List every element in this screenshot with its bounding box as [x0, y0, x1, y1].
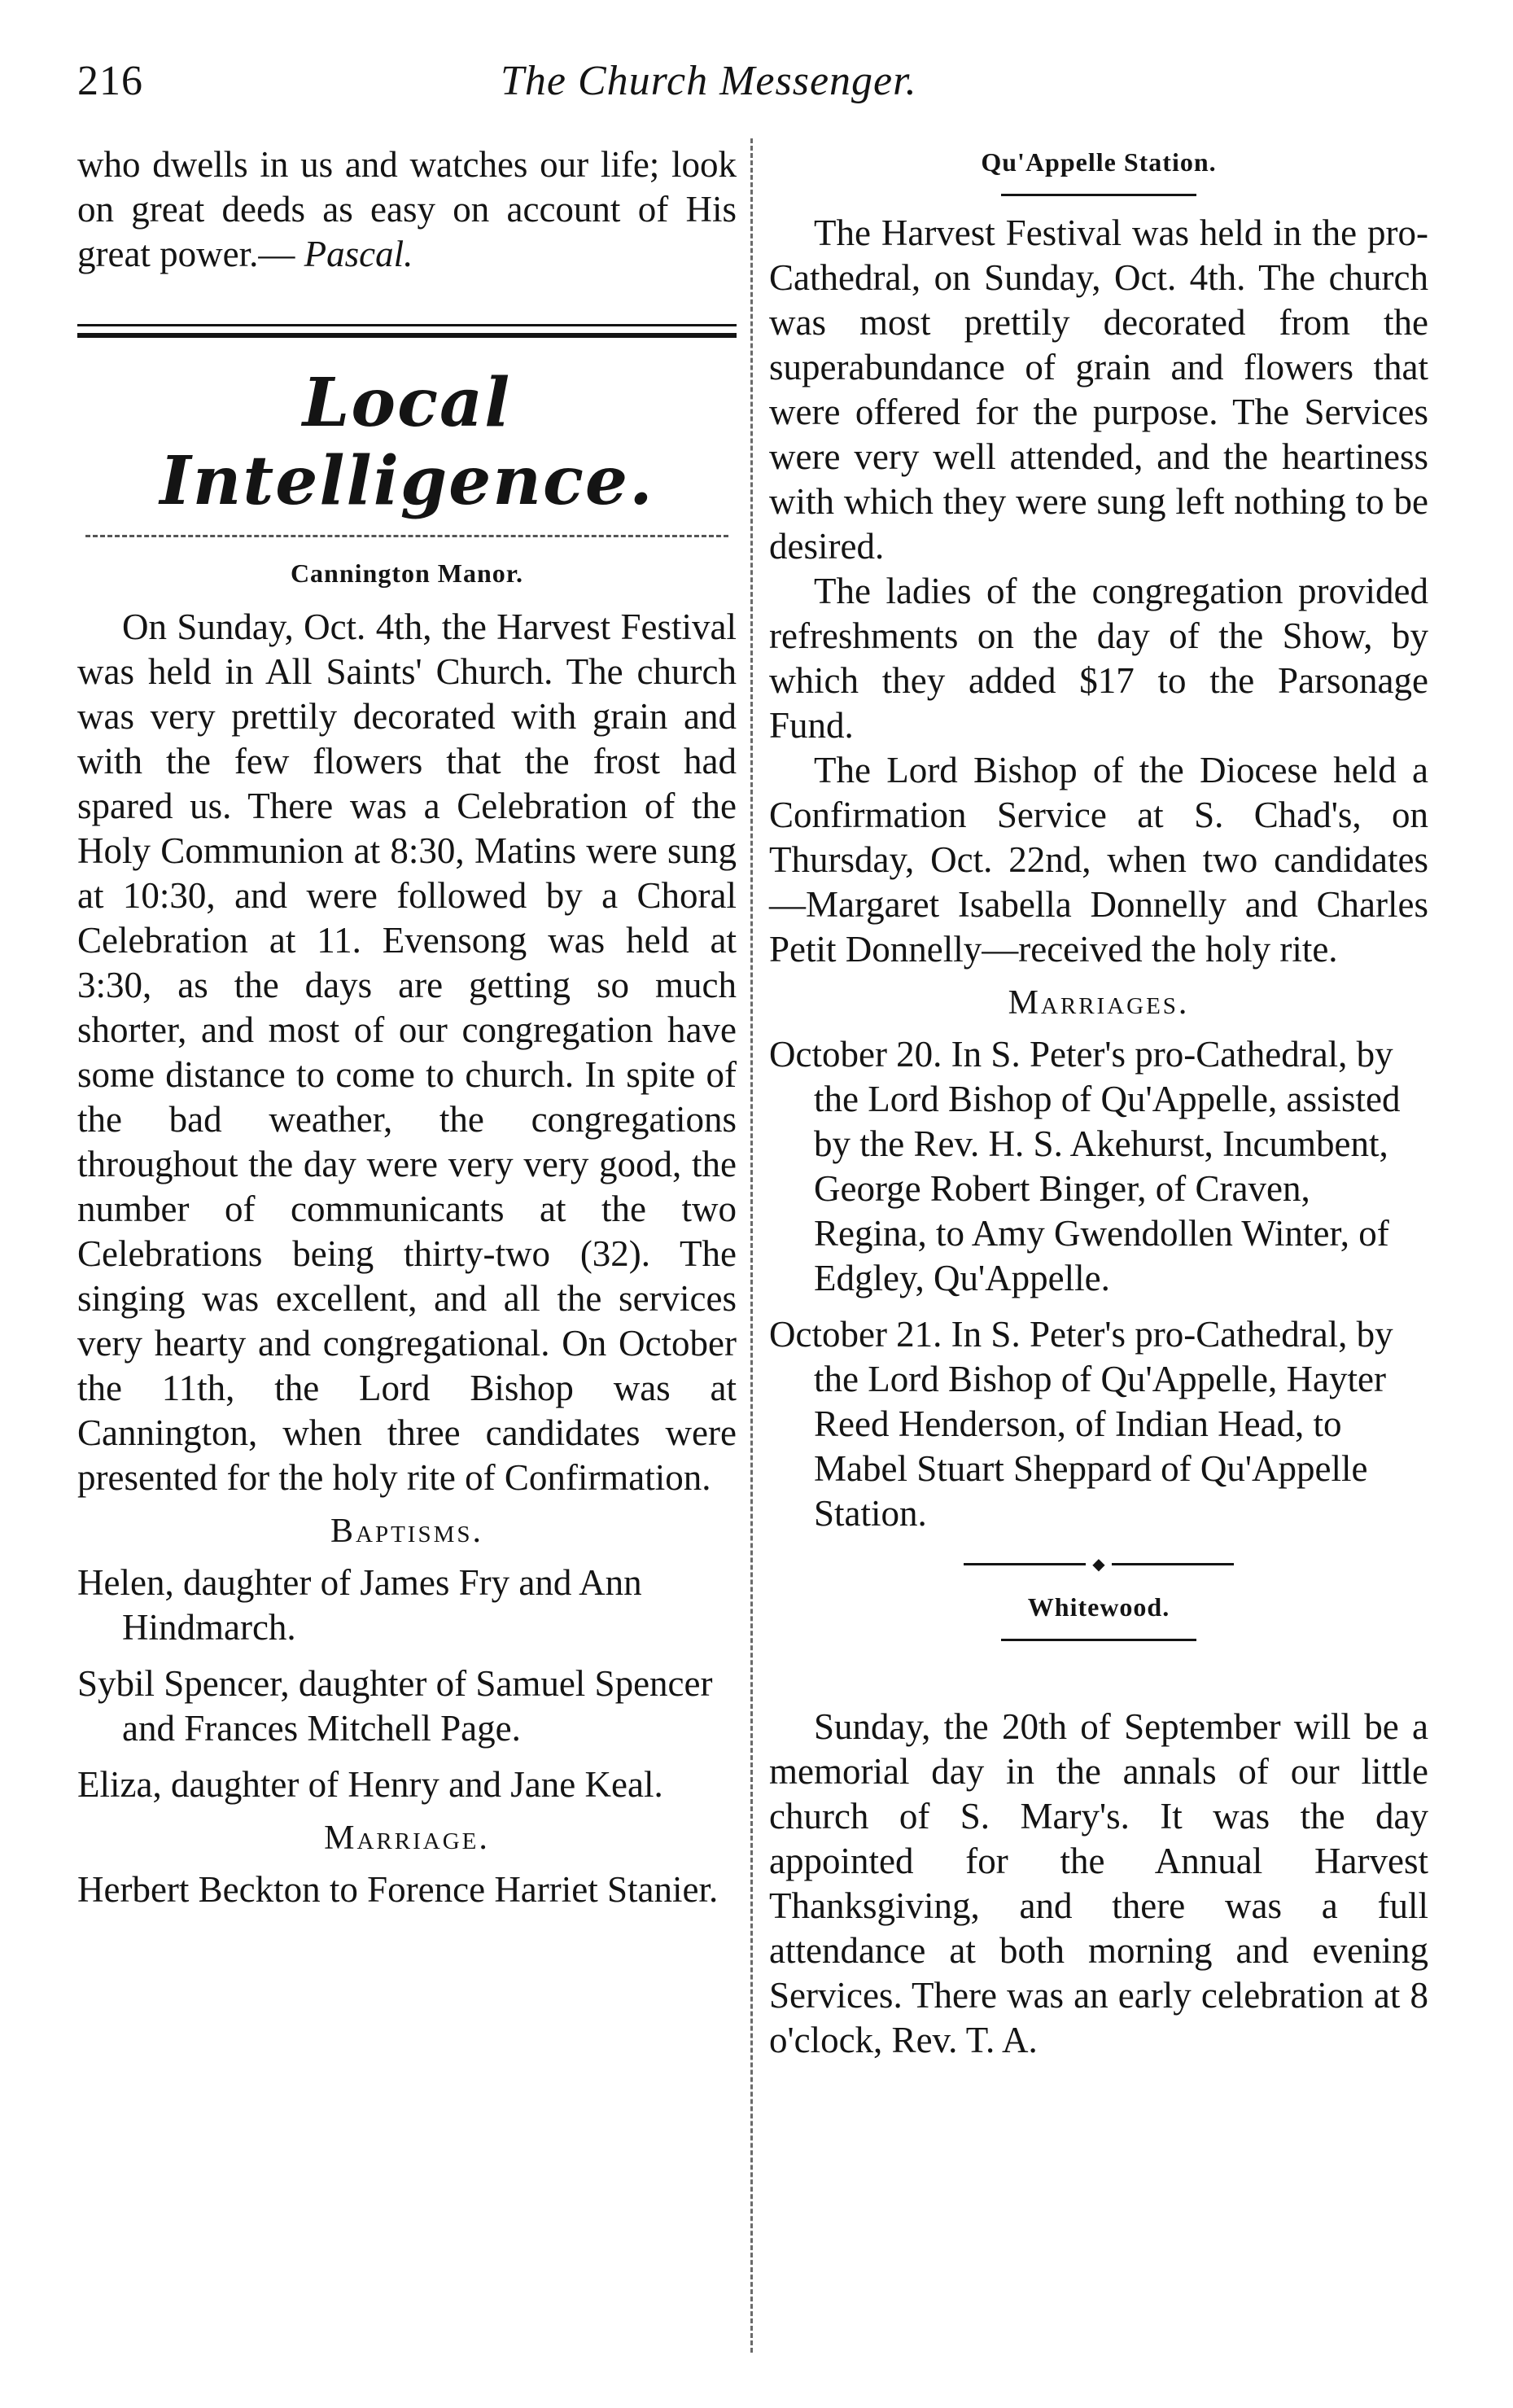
whitewood-heading: Whitewood.: [1027, 1592, 1170, 1622]
divider-line: [964, 1563, 1086, 1565]
marriage-entry: October 20. In S. Peter's pro-Cathedral, by the Lord Bishop of Qu'Appelle, assisted by the Rev. H. S. Akehurst, Incumbent, George Robert Binger, of Craven, Regina, to Amy Gwendollen Winter, of Edgley, Qu'Appelle.: [769, 1034, 1401, 1298]
marriage-entry: Herbert Beckton to Forence Harriet Stanier.: [77, 1869, 719, 1910]
ornament-divider: [769, 1554, 1428, 1574]
heading-rule: [1001, 1639, 1196, 1641]
baptism-entry: Helen, daughter of James Fry and Ann Hindmarch.: [77, 1562, 642, 1648]
running-head: [77, 57, 1445, 114]
column-divider: [750, 138, 753, 2353]
marriage-heading: Marriage.: [324, 1819, 490, 1857]
marriage-entry: October 21. In S. Peter's pro-Cathedral, by the Lord Bishop of Qu'Appelle, Hayter Reed Henderson, of Indian Head, to Mabel Stuart Sheppard of Qu'Appelle Station.: [769, 1314, 1393, 1534]
section-title-underline: [85, 535, 728, 537]
baptisms-heading: Baptisms.: [330, 1513, 483, 1550]
diamond-ornament-icon: ◆: [1092, 1556, 1105, 1574]
closing-quote: [77, 142, 737, 277]
quappelle-paragraph: The Harvest Festival was held in the pro-Cathedral, on Sunday, Oct. 4th. The church was most prettily decorated from the superabundance of grain and flowers that were offered for the purpose. The Services were very well attended, and the heartiness with which they were sung left nothing to be desired.: [769, 212, 1428, 567]
section-title: Local Intelligence.: [160, 364, 654, 520]
right-column: [769, 142, 1428, 2063]
quappelle-paragraph: The ladies of the congregation provided refreshments on the day of the Show, by which they added $17 to the Parsonage Fund.: [769, 571, 1428, 746]
quote-text: who dwells in us and watches our life; look on great deeds as easy on account of His great power.—: [77, 144, 737, 274]
heading-rule: [1001, 194, 1196, 196]
quote-attribution: Pascal.: [304, 234, 413, 274]
page-number: 216: [77, 58, 143, 104]
marriages-heading: Marriages.: [1008, 984, 1190, 1022]
left-column: [77, 142, 737, 1912]
cannington-heading: Cannington Manor.: [290, 558, 524, 588]
whitewood-article: Sunday, the 20th of September will be a memorial day in the annals of our little church of S. Mary's. It was the day appointed for the Annual Harvest Thanksgiving, and there was a full attendance at both morning and evening Services. There was an early celebration at 8 o'clock, Rev. T. A.: [769, 1706, 1428, 2060]
journal-title: The Church Messenger.: [501, 58, 917, 104]
quappelle-paragraph: The Lord Bishop of the Diocese held a Confirmation Service at S. Chad's, on Thursday, Oct. 22nd, when two candidates—Margaret Isabella Donnelly and Charles Petit Donnelly—received the holy rite.: [769, 750, 1428, 970]
quappelle-heading: Qu'Appelle Station.: [981, 147, 1217, 177]
divider-line: [1112, 1563, 1234, 1565]
spacer: [769, 1656, 1428, 1705]
cannington-article: On Sunday, Oct. 4th, the Harvest Festival was held in All Saints' Church. The church was very prettily decorated with grain and with the few flowers that the frost had spared us. There was a Celebration of the Holy Communion at 8:30, Matins were sung at 10:30, and were followed by a Choral Celebration at 11. Evensong was held at 3:30, as the days are getting so much shorter, and most of our congregation have some distance to come to church. In spite of the bad weather, the congregations throughout the day were very very good, the number of communicants at the two Celebrations being thirty-two (32). The singing was excellent, and all the services very hearty and congregational. On October the 11th, the Lord Bishop was at Cannington, when three candidates were presented for the holy rite of Confirmation.: [77, 606, 737, 1498]
section-rule: [77, 324, 737, 338]
baptism-entry: Sybil Spencer, daughter of Samuel Spencer and Frances Mitchell Page.: [77, 1663, 713, 1749]
baptism-entry: Eliza, daughter of Henry and Jane Keal.: [77, 1764, 663, 1805]
